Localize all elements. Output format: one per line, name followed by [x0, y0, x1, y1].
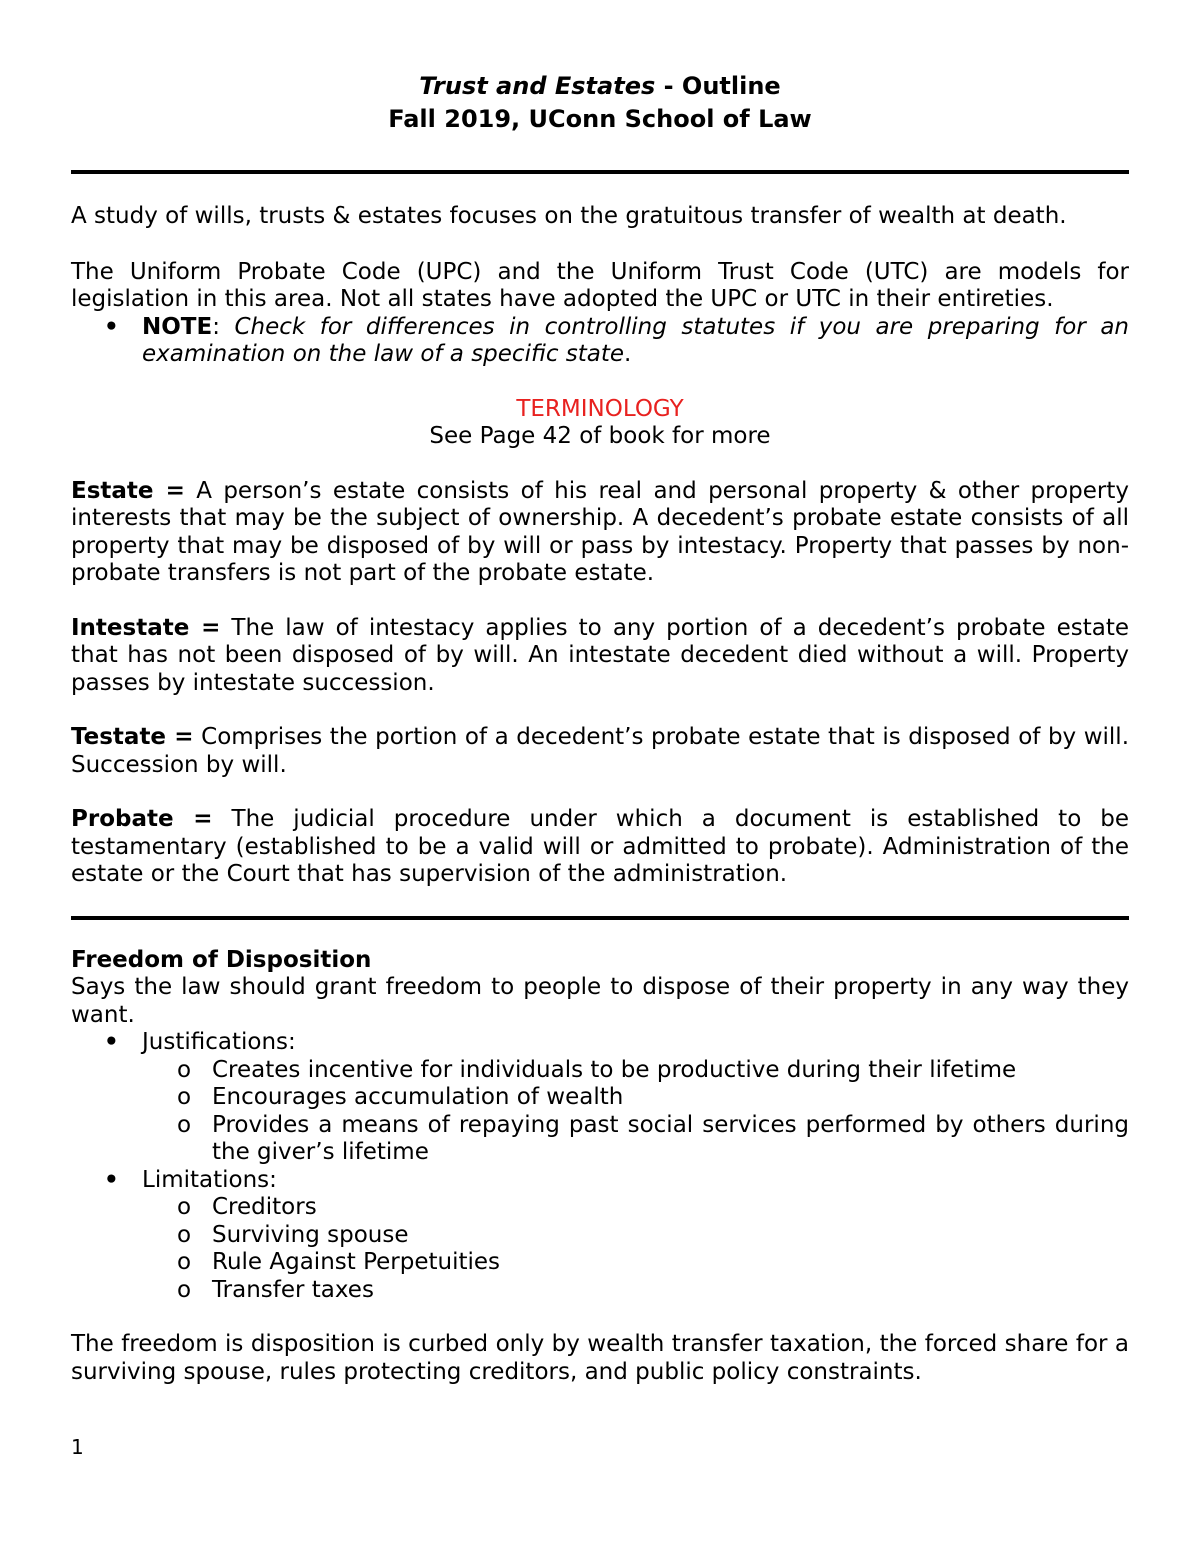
circle-bullet-icon: o: [177, 1194, 192, 1220]
term-definition: The law of intestacy applies to any portion of a decedent’s probate estate that has not been disposed of by will. An intestate decedent died without a will. Property passes by intestate succession.: [71, 614, 1129, 696]
note-list: [71, 314, 1129, 369]
freedom-intro: Says the law should grant freedom to people to dispose of their property in any way they want.: [71, 974, 1129, 1028]
limitations-sublist: [142, 1194, 1129, 1304]
note-colon: :: [212, 313, 235, 340]
freedom-list: [71, 1029, 1129, 1304]
limitation-text: Transfer taxes: [212, 1276, 374, 1303]
term-probate: [71, 806, 1129, 889]
term-label: Testate =: [71, 724, 194, 750]
justifications-label: Justifications:: [142, 1029, 296, 1055]
limitations-item: [71, 1167, 1129, 1305]
terminology-heading: TERMINOLOGY: [516, 395, 684, 422]
note-item: [71, 314, 1129, 369]
justification-text: Encourages accumulation of wealth: [212, 1084, 624, 1110]
intro-paragraph-2: The Uniform Probate Code (UPC) and the Uniform Trust Code (UTC) are models for legislation in this area. Not all states have adopted the UPC or UTC in their entireties.: [71, 258, 1129, 312]
page-number: 1: [71, 1435, 84, 1459]
circle-bullet-icon: o: [177, 1249, 192, 1275]
limitation-item: [142, 1249, 1129, 1277]
circle-bullet-icon: o: [177, 1056, 192, 1083]
justification-item: [142, 1057, 1129, 1085]
term-testate: [71, 724, 1129, 779]
terminology-subheading: See Page 42 of book for more: [429, 423, 771, 449]
justification-text: Creates incentive for individuals to be productive during their lifetime: [212, 1056, 1017, 1083]
limitation-item: [142, 1194, 1129, 1222]
note-text: Check for differences in controlling statutes if you are preparing for an examination on the law of a specific state: [142, 313, 1129, 367]
term-label: Intestate =: [71, 614, 221, 641]
justification-item: [142, 1112, 1129, 1167]
note-end: .: [624, 341, 632, 367]
circle-bullet-icon: o: [177, 1276, 192, 1303]
limitation-text: Creditors: [212, 1194, 317, 1220]
limitations-label: Limitations:: [142, 1166, 277, 1193]
term-intestate: [71, 615, 1129, 698]
intro-paragraph-1: A study of wills, trusts & estates focuses on the gratuitous transfer of wealth at death.: [71, 203, 1067, 229]
justifications-item: [71, 1029, 1129, 1167]
title-italic: Trust and Estates: [419, 72, 656, 100]
term-label: Estate =: [71, 477, 185, 504]
note-label: NOTE: [142, 313, 213, 340]
term-definition: The judicial procedure under which a document is established to be testamentary (established to be a valid will or admitted to probate). Administration of the estate or the Court that has supervision of the administration.: [71, 806, 1129, 887]
term-definition: A person’s estate consists of his real and personal property & other property interests that may be the subject of ownership. A decedent’s probate estate consists of all property that may be disposed of by will or pass by intestacy. Property that passes by non-probate transfers is not part of the probate estate.: [71, 477, 1129, 586]
limitation-text: Rule Against Perpetuities: [212, 1249, 501, 1275]
justification-item: [142, 1084, 1129, 1112]
freedom-conclusion: The freedom is disposition is curbed only by wealth transfer taxation, the forced share for a surviving spouse, rules protecting creditors, and public policy constraints.: [71, 1331, 1129, 1385]
page-content: [71, 70, 1129, 1386]
limitation-item: [142, 1222, 1129, 1250]
bullet-icon: •: [104, 1029, 119, 1055]
justifications-sublist: [142, 1057, 1129, 1167]
term-definition: Comprises the portion of a decedent’s probate estate that is disposed of by will. Succession by will.: [71, 724, 1130, 778]
horizontal-rule-middle: [71, 916, 1129, 920]
limitation-text: Surviving spouse: [212, 1221, 409, 1248]
document-subtitle: Fall 2019, UConn School of Law: [388, 105, 812, 133]
circle-bullet-icon: o: [177, 1221, 192, 1248]
bullet-icon: •: [104, 313, 119, 340]
circle-bullet-icon: o: [177, 1111, 192, 1138]
limitation-item: [142, 1277, 1129, 1305]
title-rest: - Outline: [655, 72, 781, 100]
justification-text: Provides a means of repaying past social services performed by others during the giver’s lifetime: [212, 1111, 1129, 1165]
circle-bullet-icon: o: [177, 1084, 192, 1110]
term-estate: [71, 478, 1129, 588]
freedom-heading: Freedom of Disposition: [71, 946, 372, 973]
horizontal-rule-top: [71, 170, 1129, 174]
term-label: Probate =: [71, 806, 213, 832]
document-title: [71, 70, 1129, 103]
bullet-icon: •: [104, 1166, 119, 1193]
